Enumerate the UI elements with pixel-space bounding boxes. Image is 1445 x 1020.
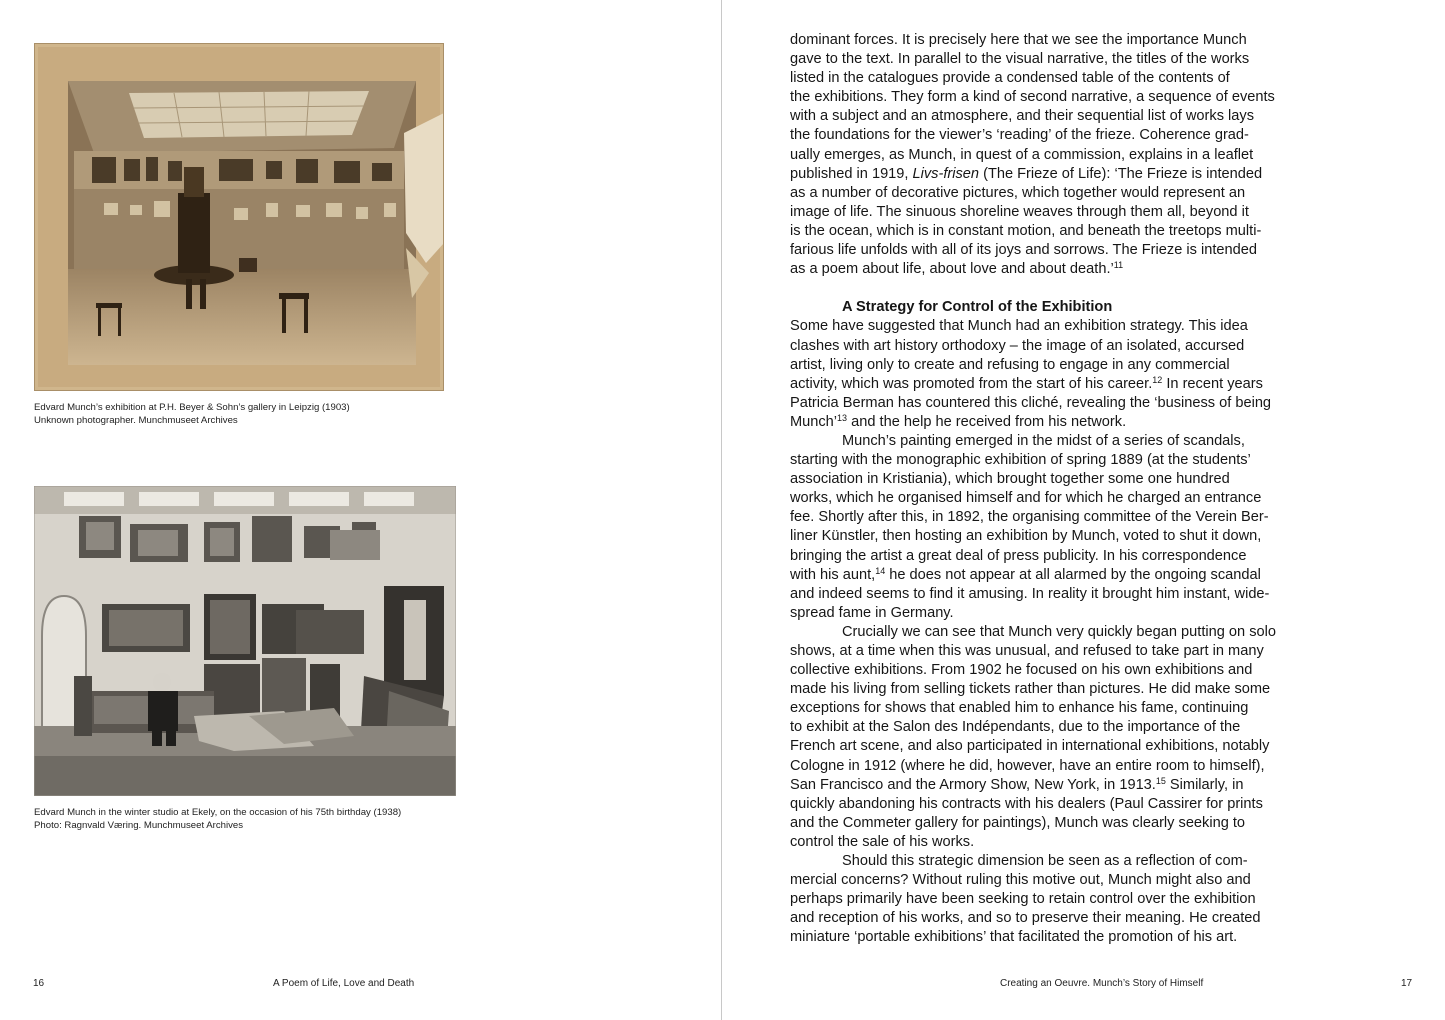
- livs-frisen-title: Livs-frisen: [912, 165, 980, 182]
- text-line: [790, 413, 1290, 432]
- text-line: control the sale of his works.: [790, 833, 975, 850]
- text-line: clashes with art history orthodoxy – the image of an isolated, accursed: [790, 337, 1245, 354]
- text-line: liner Künstler, then hosting an exhibition by Munch, voted to shut it down,: [790, 528, 1262, 545]
- text-line: bringing the artist a great deal of press publicity. In his correspondence: [790, 547, 1247, 564]
- text-run: he does not appear at all alarmed by the ongoing scandal: [885, 566, 1261, 583]
- text-run: activity, which was promoted from the start of his career.: [790, 375, 1153, 392]
- photo2-caption-line1: Edvard Munch in the winter studio at Ekely, on the occasion of his 75th birthday (1938): [34, 807, 402, 818]
- text-run: and the help he received from his network.: [847, 413, 1127, 430]
- text-line: exceptions for shows that enabled him to enhance his fame, continuing: [790, 700, 1249, 717]
- text-line: Patricia Berman has countered this cliché, revealing the ‘business of being: [790, 394, 1272, 411]
- text-line: and reception of his works, and so to preserve their meaning. He created: [790, 910, 1261, 927]
- text-line: association in Kristiania), which brought together some one hundred: [790, 471, 1230, 488]
- left-running-title: A Poem of Life, Love and Death: [273, 978, 415, 989]
- body-text: [790, 31, 1290, 948]
- text-run: San Francisco and the Armory Show, New York, in 1913.: [790, 776, 1156, 793]
- ekely-studio-photo: [34, 486, 456, 796]
- text-line: quickly abandoning his contracts with his dealers (Paul Cassirer for prints: [790, 795, 1263, 812]
- text-line: starting with the monographic exhibition of spring 1889 (at the students’: [790, 452, 1251, 469]
- footnote-ref: 13: [837, 412, 848, 423]
- photo1-caption-line2: Unknown photographer. Munchmuseet Archives: [34, 415, 238, 426]
- footnote-ref: 12: [1152, 374, 1163, 385]
- text-line: [790, 165, 1290, 184]
- footnote-ref: 11: [1113, 260, 1124, 271]
- section-heading: A Strategy for Control of the Exhibition: [842, 299, 1113, 316]
- text-line: perhaps primarily have been seeking to retain control over the exhibition: [790, 891, 1256, 908]
- text-line: fee. Shortly after this, in 1892, the organising committee of the Verein Ber-: [790, 509, 1269, 526]
- text-run: published in 1919,: [790, 165, 913, 182]
- text-line: is the ocean, which is in constant motion, and beneath the treetops multi-: [790, 222, 1262, 239]
- text-line: works, which he organised himself and for which he charged an entrance: [790, 490, 1262, 507]
- text-line: ually emerges, as Munch, in quest of a commission, explains in a leaflet: [790, 146, 1254, 163]
- text-line: shows, at a time when this was unusual, and refused to take part in many: [790, 643, 1264, 659]
- text-line: and indeed seems to find it amusing. In reality it brought him instant, wide-: [790, 585, 1270, 602]
- text-run: Similarly, in: [1165, 776, 1244, 793]
- text-run: Munch’: [790, 413, 838, 430]
- text-line: [790, 776, 1290, 795]
- text-line: collective exhibitions. From 1902 he focused on his own exhibitions and: [790, 662, 1253, 679]
- text-line: artist, living only to create and refusing to engage in any commercial: [790, 356, 1230, 373]
- text-line: Some have suggested that Munch had an exhibition strategy. This idea: [790, 318, 1248, 335]
- right-running-title: Creating an Oeuvre. Munch’s Story of Himself: [1000, 978, 1204, 989]
- text-line: Munch’s painting emerged in the midst of a series of scandals,: [842, 432, 1245, 449]
- text-run: (The Frieze of Life): ‘The Frieze is intended: [979, 165, 1263, 182]
- left-page-number: 16: [33, 978, 45, 989]
- text-line: Crucially we can see that Munch very quickly began putting on solo: [842, 623, 1276, 640]
- photo2-caption: [34, 806, 401, 832]
- footnote-ref: 15: [1155, 775, 1166, 786]
- text-line: made his living from selling tickets rather than pictures. He did make some: [790, 681, 1271, 698]
- text-run: as a poem about life, about love and about death.’: [790, 261, 1114, 278]
- text-line: mercial concerns? Without ruling this motive out, Munch might also and: [790, 872, 1251, 889]
- footnote-ref: 14: [875, 565, 886, 576]
- text-line: miniature ‘portable exhibitions’ that facilitated the promotion of his art.: [790, 929, 1238, 946]
- text-line: and the Commeter gallery for paintings), Munch was clearly seeking to: [790, 814, 1246, 831]
- text-line: [790, 260, 1290, 279]
- text-line: spread fame in Germany.: [790, 604, 954, 621]
- text-line: as a number of decorative pictures, which together would represent an: [790, 184, 1246, 201]
- text-line: Should this strategic dimension be seen as a reflection of com-: [842, 853, 1248, 870]
- text-line: image of life. The sinuous shoreline weaves through them all, beyond it: [790, 203, 1249, 220]
- text-line: dominant forces. It is precisely here that we see the importance Munch: [790, 32, 1247, 48]
- text-line: [790, 375, 1290, 394]
- exhibition-leipzig-photo: [34, 43, 444, 391]
- text-line: with a subject and an atmosphere, and their sequential list of works lays: [790, 108, 1255, 125]
- text-line: Cologne in 1912 (where he did, however, have an entire room to himself),: [790, 757, 1265, 774]
- photo1-caption: [34, 401, 350, 427]
- text-line: gave to the text. In parallel to the visual narrative, the titles of the works: [790, 51, 1250, 68]
- right-page-number: 17: [1401, 978, 1413, 989]
- photo2-caption-line2: Photo: Ragnvald Væring. Munchmuseet Archives: [34, 820, 244, 831]
- text-run: with his aunt,: [790, 566, 876, 583]
- text-line: farious life unfolds with all of its joys and sorrows. The Frieze is intended: [790, 242, 1257, 259]
- photo1-caption-line1: Edvard Munch’s exhibition at P.H. Beyer & Sohn’s gallery in Leipzig (1903): [34, 402, 350, 413]
- text-line: to exhibit at the Salon des Indépendants, due to the importance of the: [790, 719, 1241, 736]
- text-line: [790, 566, 1290, 585]
- book-spine: [721, 0, 722, 1020]
- text-line: the foundations for the viewer’s ‘reading’ of the frieze. Coherence grad-: [790, 127, 1249, 144]
- text-line: French art scene, and also participated in international exhibitions, notably: [790, 738, 1270, 755]
- text-line: listed in the catalogues provide a condensed table of the contents of: [790, 70, 1230, 87]
- text-run: In recent years: [1162, 375, 1263, 392]
- text-line: the exhibitions. They form a kind of second narrative, a sequence of events: [790, 89, 1275, 106]
